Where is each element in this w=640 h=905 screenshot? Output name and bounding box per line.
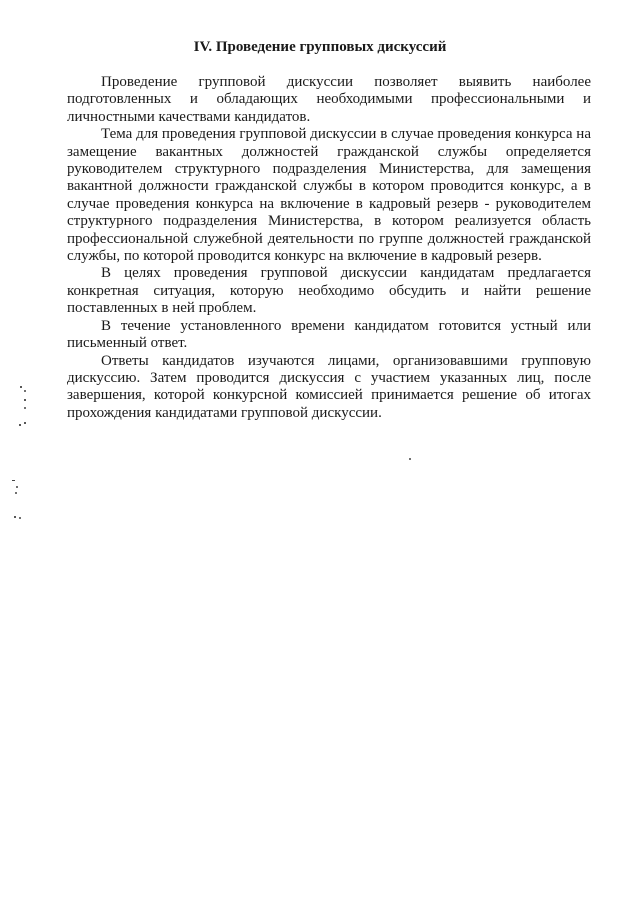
section-title: IV. Проведение групповых дискуссий	[193, 39, 447, 55]
paragraph-3: В целях проведения групповой дискуссии кандидатам предлагается конкретная ситуация, которую необходимо обсудить и найти решение поставленных в ней проблем.	[67, 265, 591, 317]
scan-speck	[15, 492, 17, 494]
scan-speck	[19, 424, 21, 426]
scan-speck	[409, 458, 411, 460]
scan-speck	[24, 407, 26, 409]
scan-speck	[19, 517, 21, 519]
paragraph-1: Проведение групповой дискуссии позволяет выявить наиболее подготовленных и обладающих необходимыми профессиональными и личностными качествами кандидатов.	[67, 74, 591, 125]
scan-speck	[24, 390, 26, 392]
scan-speck	[24, 422, 26, 424]
scan-speck	[20, 386, 22, 388]
document-body	[67, 74, 591, 422]
paragraph-5: Ответы кандидатов изучаются лицами, организовавшими групповую дискуссию. Затем проводится дискуссия с участием указанных лиц, после завершения, которой конкурсной комиссией принимается решение об итогах прохождения кандидатами групповой дискуссии.	[67, 352, 591, 421]
scan-speck	[16, 486, 18, 488]
scan-speck	[14, 516, 16, 518]
paragraph-2: Тема для проведения групповой дискуссии в случае проведения конкурса на замещение вакантных должностей гражданской службы определяется руководителем структурного подразделения Министерства, для замещения вакантной должности гражданской службы в котором проводится конкурс, а в случае проведения конкурса на включение в кадровый резерв - руководителем структурного подразделения Министерства, в котором реализуется область профессиональной служебной деятельности по группе должностей гражданской службы, по которой проводится конкурс на включение в кадровый резерв.	[67, 126, 591, 265]
paragraph-4: В течение установленного времени кандидатом готовится устный или письменный ответ.	[67, 317, 591, 352]
scan-speck	[12, 480, 15, 481]
scan-speck	[24, 399, 26, 401]
